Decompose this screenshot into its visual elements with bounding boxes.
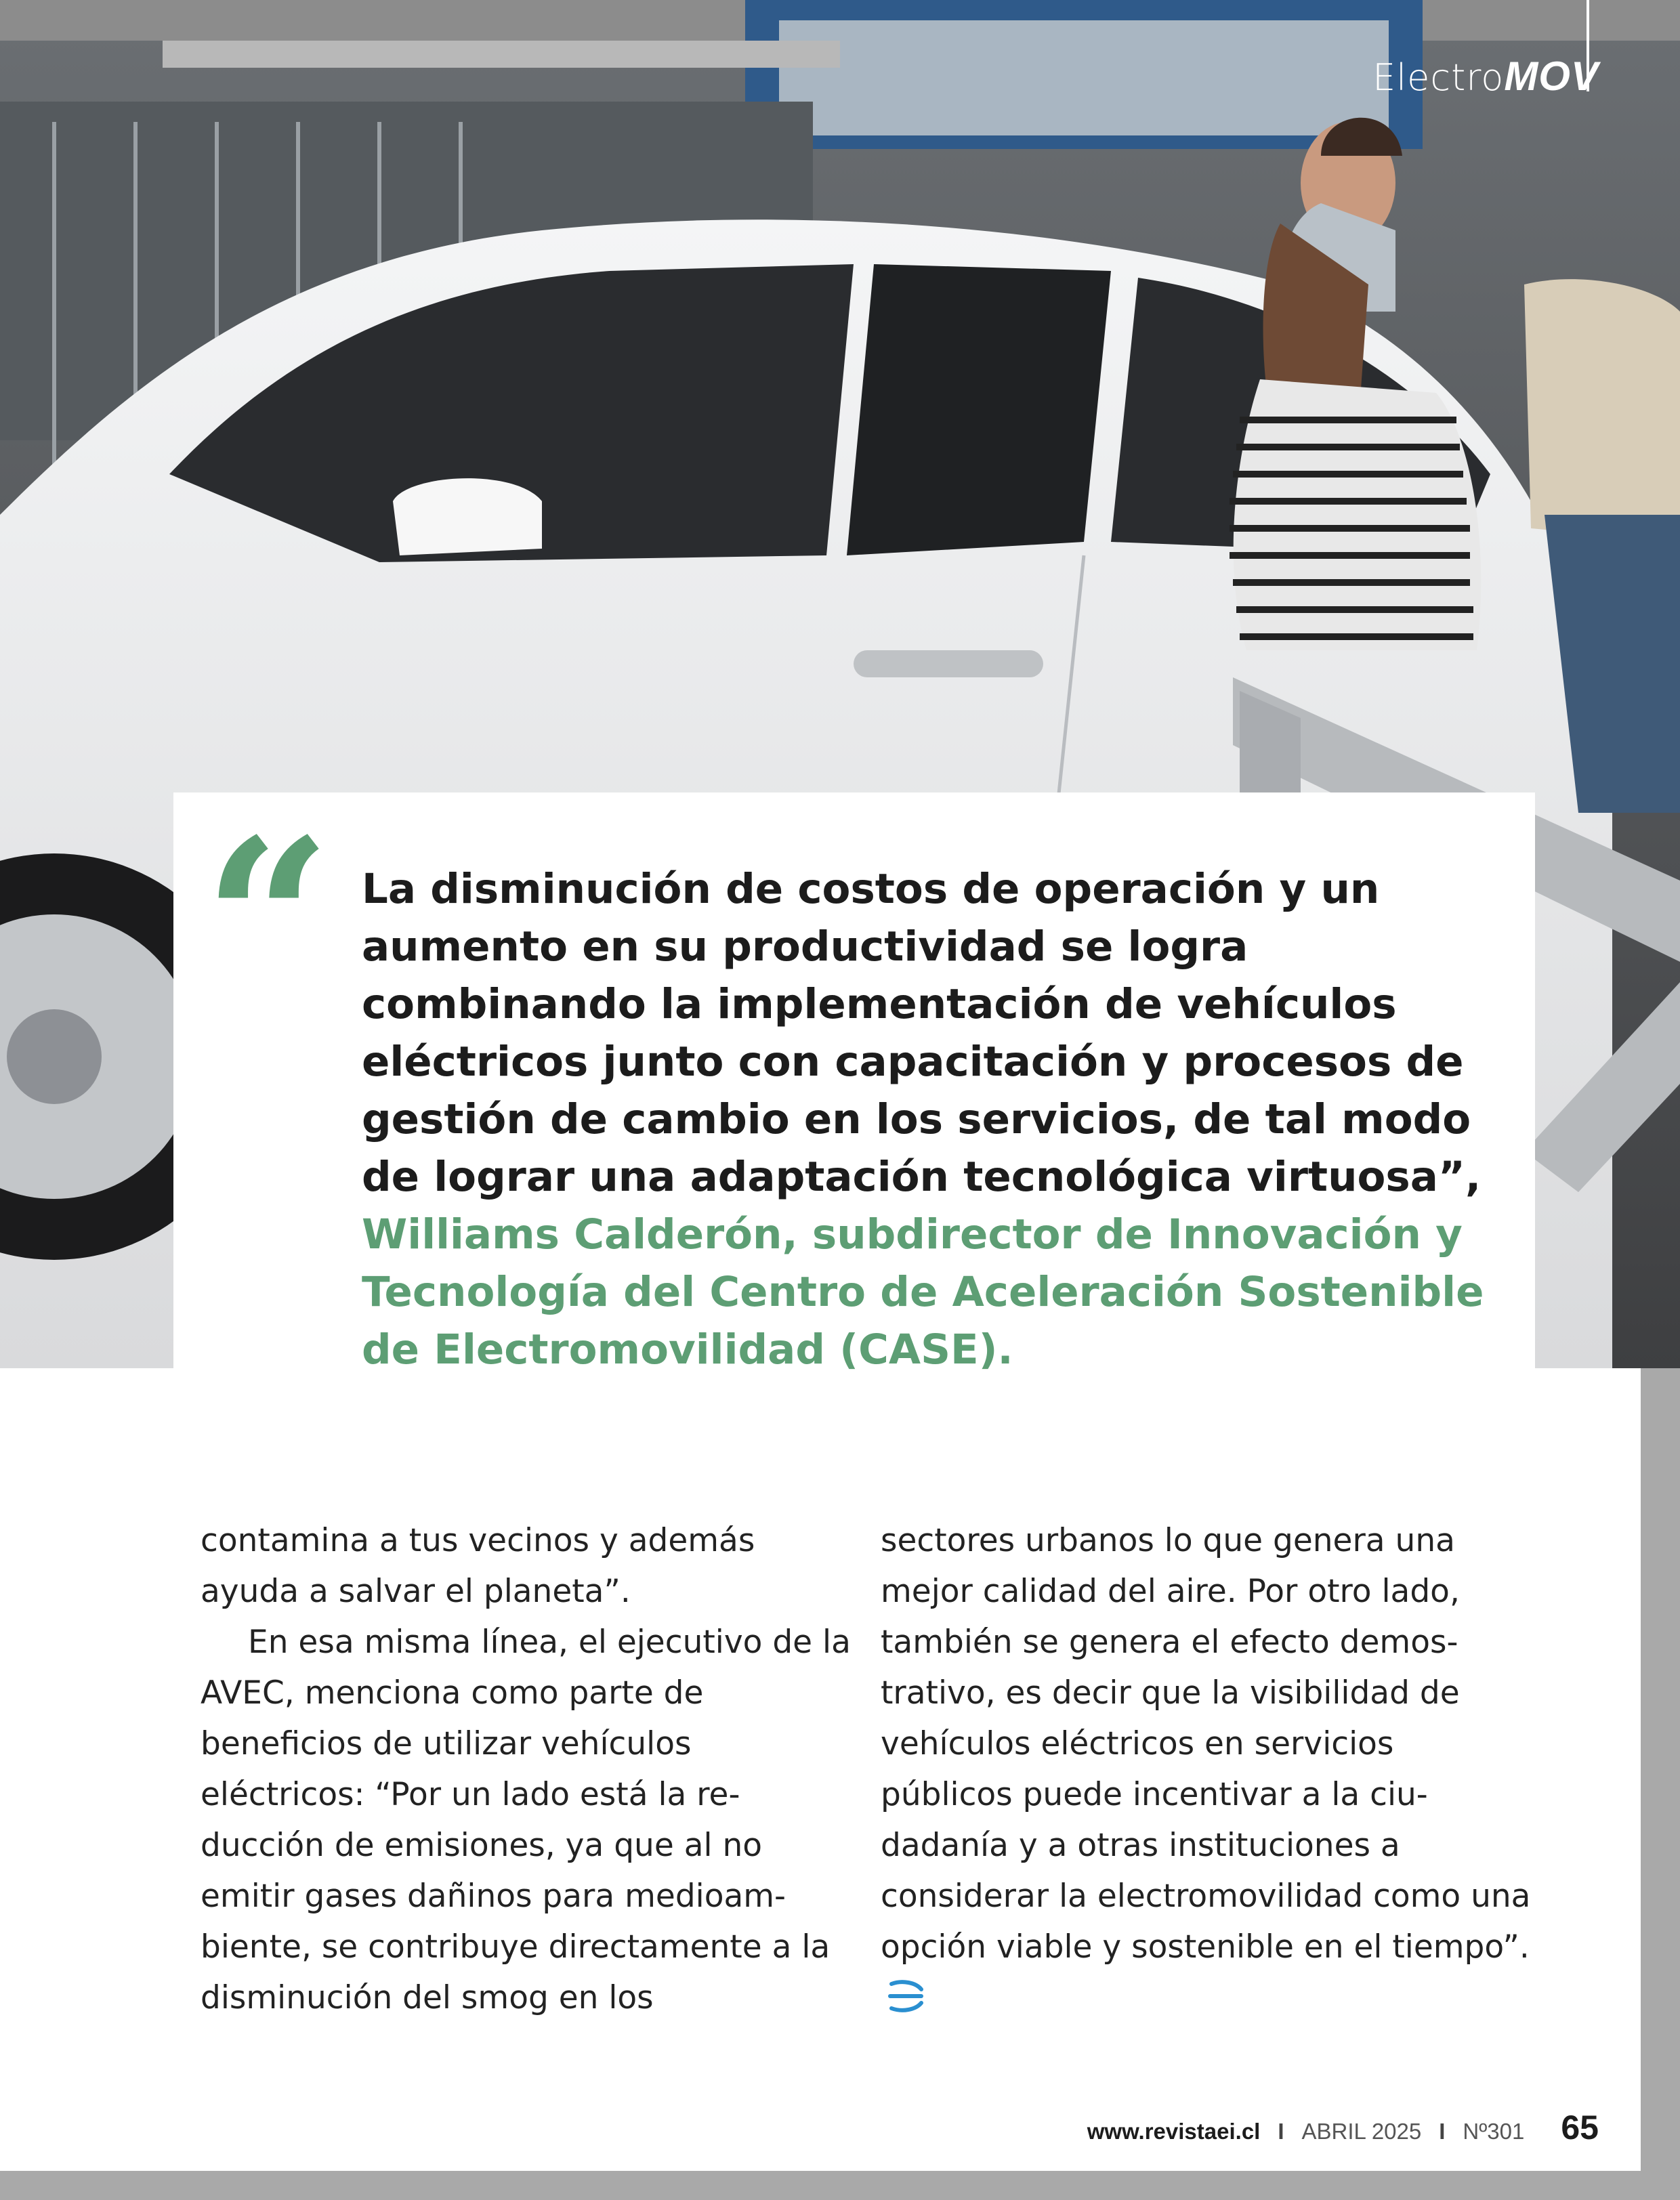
frame-strip-right xyxy=(1641,1368,1680,2200)
section-tag-suffix: MOV xyxy=(1504,54,1599,99)
footer-separator: I xyxy=(1439,2119,1446,2144)
body-column-right xyxy=(881,1515,1531,2027)
footer-issue: Nº301 xyxy=(1463,2119,1525,2144)
body-column-left xyxy=(201,1515,851,2023)
paragraph: contamina a tus vecinos y además ayuda a salvar el planeta”. xyxy=(201,1522,755,1610)
pull-quote-text: La disminución de costos de operación y un aumento en su productividad se logra combinando la implementación de vehículos eléctricos junto con capacitación y procesos de gestión de cambio en los servicios, de tal modo de lograr una adaptación tecnológica virtuosa”, xyxy=(362,865,1482,1201)
section-tag xyxy=(1372,53,1599,100)
footer-date: ABRIL 2025 xyxy=(1301,2119,1422,2144)
page-number: 65 xyxy=(1561,2109,1599,2146)
frame-strip-bottom xyxy=(0,2171,1680,2200)
pull-quote-attribution: Williams Calderón, subdirector de Innovación y Tecnología del Centro de Aceleración Sostenible de Electromovilidad (CASE). xyxy=(362,1210,1484,1374)
page-footer xyxy=(1087,2108,1599,2147)
paragraph-text: sectores urbanos lo que genera una mejor calidad del aire. Por otro lado, también se genera el efecto demos-trativo, es decir que la visibilidad de vehículos eléctricos en servicios públicos puede incentivar a la ciu-dadanía y a otras instituciones a considerar la electromovilidad como una opción viable y sostenible en el tiempo”. xyxy=(881,1522,1531,1966)
quote-mark-icon: “ xyxy=(203,790,332,1053)
pull-quote xyxy=(362,860,1513,1378)
footer-url[interactable]: www.revistaei.cl xyxy=(1087,2119,1261,2144)
paragraph: En esa misma línea, el ejecutivo de la AVEC, menciona como parte de beneficios de utilizar vehículos eléctricos: “Por un lado está la re-ducción de emisiones, ya que al no emitir gases dañinos para medioam-biente, se contribuye directamente a la disminución del smog en los xyxy=(201,1624,851,2016)
end-of-article-icon xyxy=(887,1976,924,2027)
paragraph xyxy=(881,1515,1531,2027)
footer-separator: I xyxy=(1278,2119,1284,2144)
section-tag-prefix: Electro xyxy=(1372,56,1505,99)
